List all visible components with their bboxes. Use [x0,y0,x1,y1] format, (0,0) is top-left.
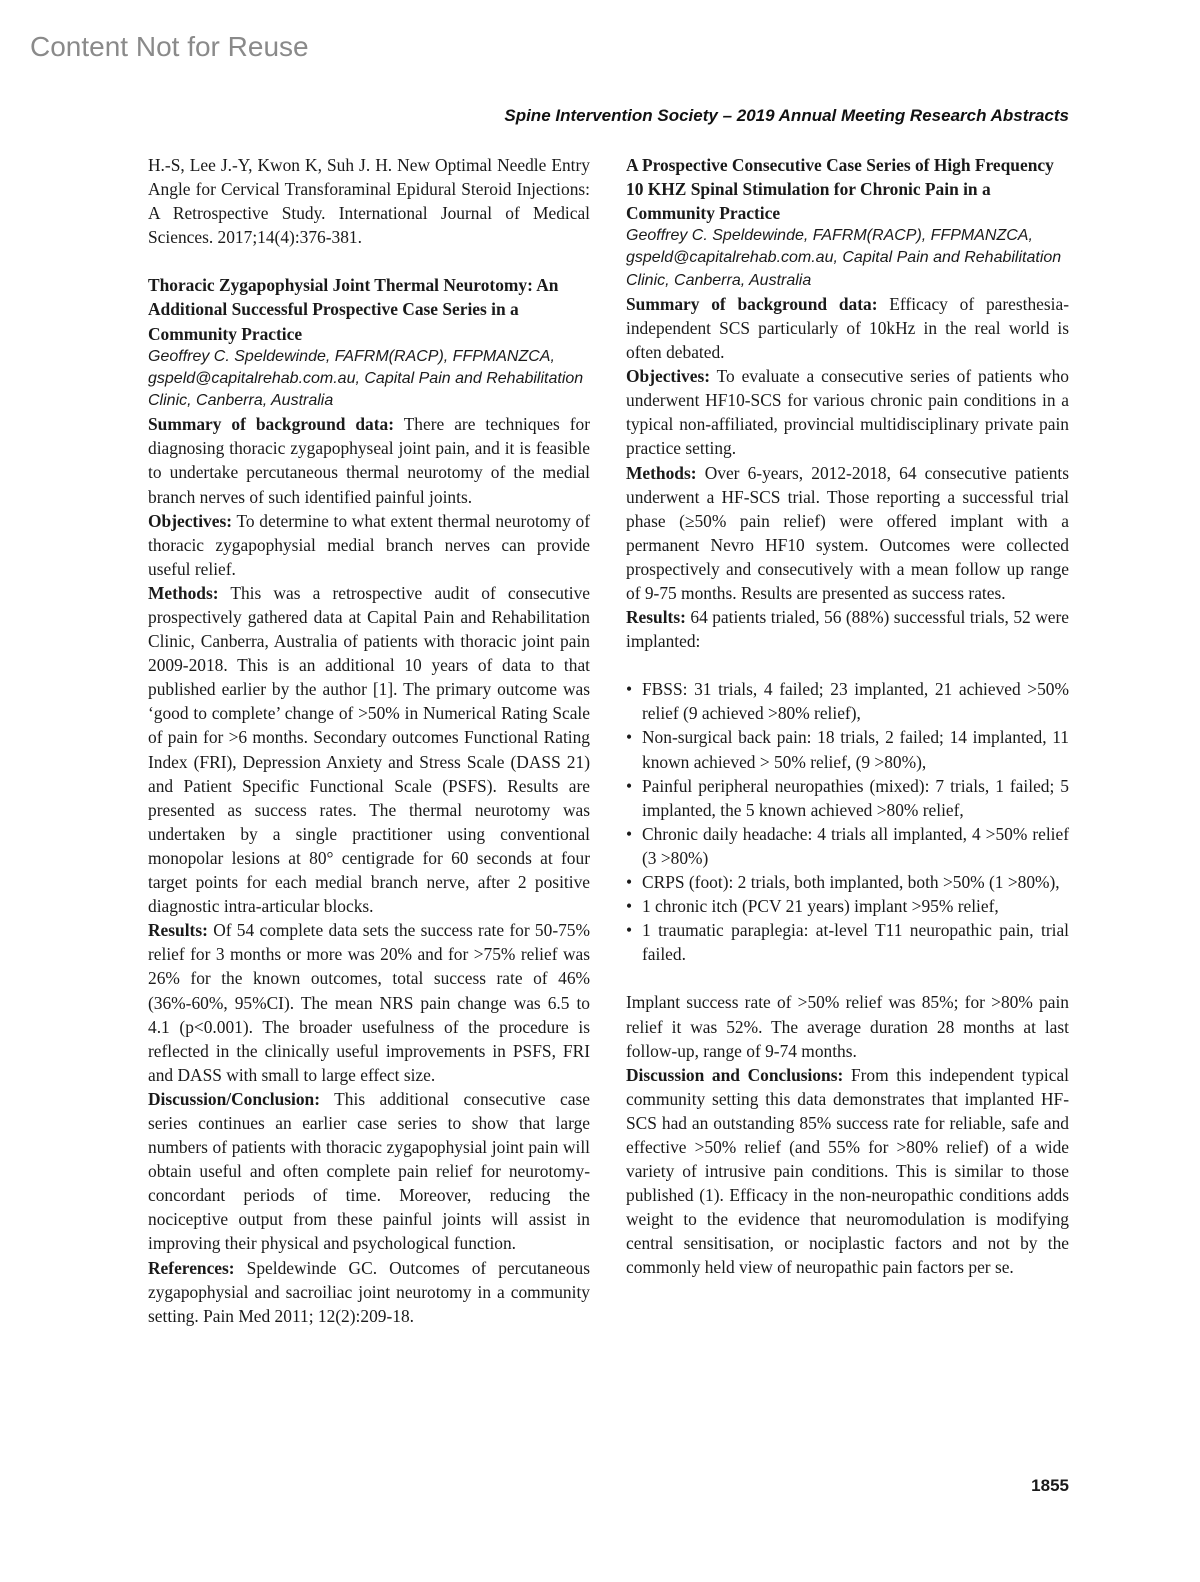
left-column [148,153,590,1328]
section-objectives [148,509,590,581]
section-label: Results: [626,607,686,628]
page-number: 1855 [1031,1476,1069,1495]
list-item: • CRPS (foot): 2 trials, both implanted, both >50% (1 >80%), [626,870,1069,894]
section-references [148,1256,590,1328]
list-item: • Non-surgical back pain: 18 trials, 2 failed; 14 implanted, 11 known achieved > 50% relief, (9 >80%), [626,725,1069,773]
section-objectives [626,364,1069,460]
section-text: To evaluate a consecutive series of patients who underwent HF10-SCS for various chronic pain conditions in a typical non-affiliated, provincial multidisciplinary private pain practice setting. [626,366,1069,459]
section-label: Results: [148,920,208,941]
section-conclusion [626,1063,1069,1280]
section-label: Objectives: [626,366,711,387]
section-text: 64 patients trialed, 56 (88%) successful trials, 52 were implanted: [626,607,1069,652]
list-item: • Chronic daily headache: 4 trials all implanted, 4 >50% relief (3 >80%) [626,822,1069,870]
section-background [148,412,590,508]
section-label: Methods: [148,582,219,603]
section-text: Speldewinde GC. Outcomes of percutaneous zygapophysial and sacroiliac joint neurotomy in a community setting. Pain Med 2011; 12(2):209-18. [148,1257,590,1326]
section-text: Of 54 complete data sets the success rate for 50-75% relief for 3 months or more was 20% and for >75% relief was 26% for the known outcomes, total success rate of 46% (36%-60%, 95%CI). The mean NRS pain change was 6.5 to 4.1 (p<0.001). The broader usefulness of the procedure is reflected in the clinically useful improvements in PSFS, FRI and DASS with small to large effect size. [148,920,590,1085]
section-label: Summary of background data: [148,414,395,435]
section-text: To determine to what extent thermal neurotomy of thoracic zygapophysial medial branch nerves can provide useful relief. [148,510,590,579]
running-head: Spine Intervention Society – 2019 Annual Meeting Research Abstracts [504,106,1069,125]
section-text: This additional consecutive case series continues an earlier case series to show that large numbers of patients with thoracic zygapophysial joint pain will obtain useful and often complete pain relief for neurotomy-concordant periods of time. Moreover, reducing the nociceptive output from these painful joints will assist in improving their physical and psychological function. [148,1088,590,1254]
spacer [626,653,1069,677]
section-text: Over 6-years, 2012-2018, 64 consecutive patients underwent a HF-SCS trial. Those reporting a successful trial phase (≥50% pain relief) were offered implant with a permanent Nevro HF10 system. Outcomes were collected prospectively and consecutively with a mean follow up range of 9-75 months. Results are presented as success rates. [626,462,1069,604]
section-background [626,292,1069,364]
list-item: • FBSS: 31 trials, 4 failed; 23 implanted, 21 achieved >50% relief (9 achieved >80% relief), [626,677,1069,725]
section-results [148,918,590,1087]
section-label: Methods: [626,462,697,483]
section-label: Discussion/Conclusion: [148,1088,321,1109]
spacer [148,249,590,273]
section-text: From this independent typical community setting this data demonstrates that implanted HF-SCS had an outstanding 85% success rate for reliable, safe and effective >50% relief (and 55% for >80% relief) of a wide variety of intrusive pain conditions. This is similar to those published (1). Efficacy in the non-neuropathic conditions adds weight to the evidence that neuromodulation is modifying central sensitisation, or nociplastic factors and not by the commonly held view of neuropathic pain factors per se. [626,1064,1069,1278]
list-item: • Painful peripheral neuropathies (mixed): 7 trials, 1 failed; 5 implanted, the 5 known achieved >80% relief, [626,774,1069,822]
section-label: References: [148,1257,235,1278]
list-item: • 1 chronic itch (PCV 21 years) implant >95% relief, [626,894,1069,918]
section-label: Discussion and Conclusions: [626,1064,844,1085]
continued-reference: H.-S, Lee J.-Y, Kwon K, Suh J. H. New Optimal Needle Entry Angle for Cervical Transforaminal Epidural Steroid Injections: A Retrospective Study. International Journal of Medical Sciences. 2017;14(4):376-381. [148,155,590,248]
abstract-title: Thoracic Zygapophysial Joint Thermal Neurotomy: An Additional Successful Prospective Case Series in a Community Practice [148,275,559,344]
spacer [626,966,1069,990]
section-results [626,605,1069,653]
section-text: This was a retrospective audit of consecutive prospectively gathered data at Capital Pain and Rehabilitation Clinic, Canberra, Australia of patients with thoracic joint pain 2009-2018. This is an additional 10 years of data to that published earlier by the author [1]. The primary outcome was ‘good to complete’ change of >50% in Numerical Rating Scale of pain for >6 months. Secondary outcomes Functional Rating Index (FRI), Depression Anxiety and Stress Scale (DASS 21) and Patient Specific Functional Scale (PSFS). Results are presented as success rates. The thermal neurotomy was undertaken by a single practitioner using conventional monopolar lesions at 80° centigrade for 60 seconds at four target points for each medial branch nerve, after 2 positive diagnostic intra-articular blocks. [148,582,590,917]
right-column [626,153,1069,1280]
watermark: Content Not for Reuse [30,31,309,62]
abstract-authors: Geoffrey C. Speldewinde, FAFRM(RACP), FFPMANZCA, gspeld@capitalrehab.com.au, Capital Pain and Rehabilitation Clinic, Canberra, Australia [626,227,1062,289]
abstract-authors: Geoffrey C. Speldewinde, FAFRM(RACP), FFPMANZCA, gspeld@capitalrehab.com.au, Capital Pain and Rehabilitation Clinic, Canberra, Australia [148,347,584,410]
section-label: Objectives: [148,510,233,531]
list-item: • 1 traumatic paraplegia: at-level T11 neuropathic pain, trial failed. [626,918,1069,966]
section-methods [148,581,590,918]
section-text: Efficacy of paresthesia-independent SCS particularly of 10kHz in the real world is often debated. [626,293,1069,363]
results-list [626,677,1069,966]
section-discussion [148,1087,590,1256]
abstract-title: A Prospective Consecutive Case Series of High Frequency 10 KHZ Spinal Stimulation for Chronic Pain in a Community Practice [626,155,1054,224]
section-text: There are techniques for diagnosing thoracic zygapophyseal joint pain, and it is feasible to undertake percutaneous thermal neurotomy of the medial branch nerves of such identified painful joints. [148,414,591,507]
section-label: Summary of background data: [626,293,878,314]
section-methods [626,461,1069,606]
implant-summary: Implant success rate of >50% relief was 85%; for >80% pain relief it was 52%. The average duration 28 months at last follow-up, range of 9-74 months. [626,992,1069,1061]
